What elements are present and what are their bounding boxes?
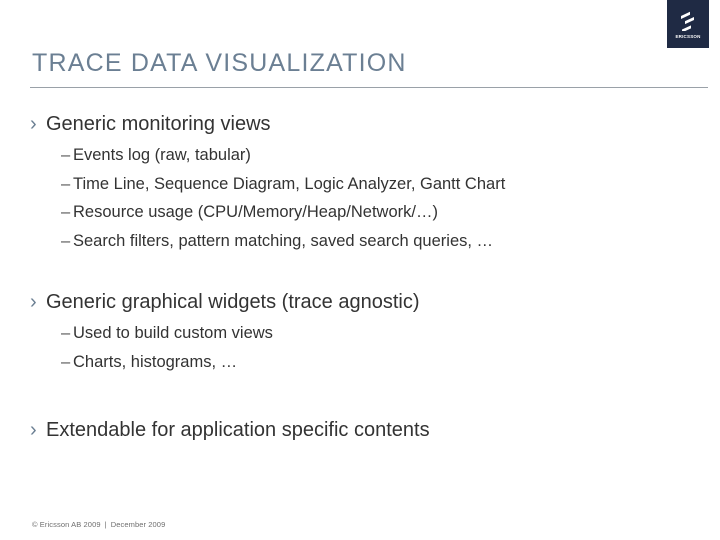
sub-bullet-marker: – <box>61 324 71 342</box>
footer-separator: | <box>104 520 107 529</box>
bullet-item <box>30 112 271 136</box>
sub-bullet-item <box>61 352 237 372</box>
bullet-marker: › <box>30 419 37 441</box>
bullet-item <box>30 290 420 314</box>
sub-bullet-marker: – <box>61 232 71 250</box>
logo-wordmark: ERICSSON <box>675 34 701 39</box>
bullet-text: Generic graphical widgets (trace agnostic) <box>46 291 420 313</box>
sub-bullet-item <box>61 202 438 222</box>
sub-bullet-item <box>61 231 493 251</box>
title-divider <box>30 87 708 88</box>
footer-copyright: © Ericsson AB 2009 <box>32 520 101 529</box>
bullet-marker: › <box>30 113 37 135</box>
bullet-text: Generic monitoring views <box>46 113 271 135</box>
slide-title: TRACE DATA VISUALIZATION <box>32 49 407 77</box>
sub-bullet-marker: – <box>61 175 71 193</box>
sub-bullet-item <box>61 323 273 343</box>
sub-bullet-text: Charts, histograms, … <box>73 353 238 371</box>
bullet-marker: › <box>30 291 37 313</box>
sub-bullet-item <box>61 145 251 165</box>
sub-bullet-marker: – <box>61 203 71 221</box>
sub-bullet-marker: – <box>61 353 71 371</box>
sub-bullet-item <box>61 174 505 194</box>
sub-bullet-text: Time Line, Sequence Diagram, Logic Analyzer, Gantt Chart <box>73 175 506 193</box>
slide-footer <box>32 520 165 529</box>
sub-bullet-text: Used to build custom views <box>73 324 273 342</box>
bullet-item <box>30 418 430 442</box>
sub-bullet-text: Resource usage (CPU/Memory/Heap/Network/…) <box>73 203 438 221</box>
ericsson-logo <box>667 0 709 48</box>
sub-bullet-text: Search filters, pattern matching, saved search queries, … <box>73 232 494 250</box>
sub-bullet-text: Events log (raw, tabular) <box>73 146 251 164</box>
sub-bullet-marker: – <box>61 146 71 164</box>
bullet-text: Extendable for application specific contents <box>46 419 430 441</box>
ericsson-logo-icon <box>681 9 696 31</box>
footer-date: December 2009 <box>110 520 166 529</box>
